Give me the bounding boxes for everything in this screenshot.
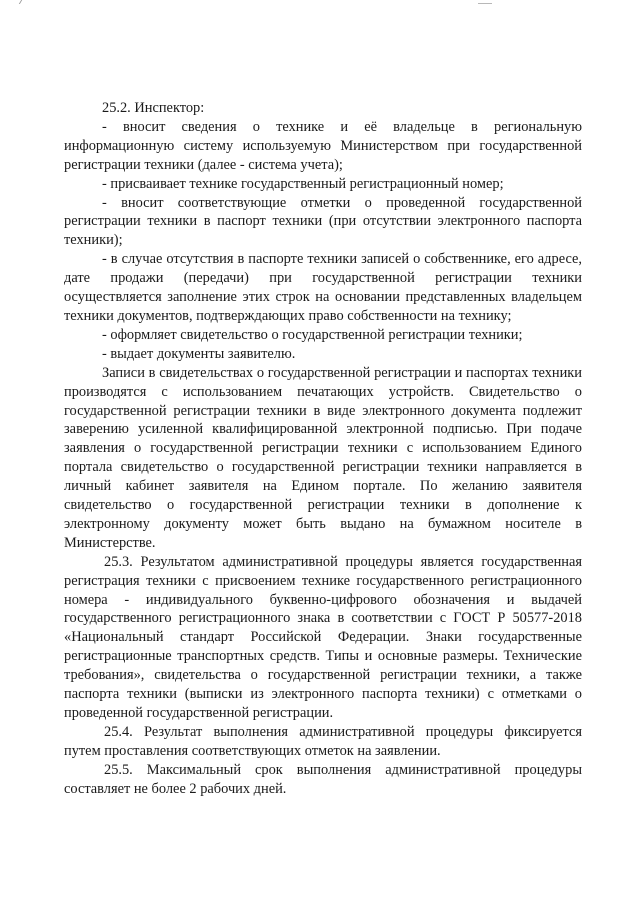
list-item: - в случае отсутствия в паспорте техники записей о собственнике, его адресе, дате продажи (передачи) при государственной регистрации техники осуществляется заполнение этих строк на основании представленных владельцем техники документов, подтверждающих право собственности на технику; — [64, 251, 582, 324]
scan-mark — [19, 0, 30, 4]
list-item: - выдает документы заявителю. — [102, 345, 296, 362]
paragraph: 25.4. Результат выполнения административной процедуры фиксируется путем проставления соответствующих отметок на заявлении. — [64, 723, 582, 759]
list-item: - оформляет свидетельство о государственной регистрации техники; — [102, 326, 523, 343]
paragraph: 25.3. Результатом административной процедуры является государственная регистрация техники с присвоением технике государственного регистрационного номера - индивидуального буквенно-цифрового обозначения и выдачей государственного регистрационного знака в соответствии с ГОСТ Р 50577-2018 «Национальный стандарт Российской Федерации. Знаки государственные регистрационные транспортных средств. Типы и основные размеры. Технические требования», свидетельства о государственной регистрации техники, а также паспорта техники (выписки из электронного паспорта техники) с отметками о проведенной государственной регистрации. — [64, 553, 582, 721]
section-heading: 25.2. Инспектор: — [102, 100, 205, 116]
paragraph: Записи в свидетельствах о государственной регистрации и паспортах техники производятся с использованием печатающих устройств. Свидетельство о государственной регистрации техники в виде электронного документа подлежит заверению усиленной квалифицированной электронной подписью. При подаче заявления о государственной регистрации техники с использованием Единого портала свидетельство о государственной регистрации техники направляется в личный кабинет заявителя на Едином портале. По желанию заявителя свидетельство о государственной регистрации техники в дополнение к электронному документу может быть выдано на бумажном носителе в Министерстве. — [64, 364, 582, 551]
document-text — [64, 99, 582, 799]
paragraph: 25.5. Максимальный срок выполнения административной процедуры составляет не более 2 рабочих дней. — [64, 761, 582, 797]
list-item: - вносит соответствующие отметки о проведенной государственной регистрации техники в паспорт техники (при отсутствии электронного паспорта техники); — [64, 194, 582, 249]
list-item: - вносит сведения о технике и её владельце в региональную информационную систему используемую Министерством при государственной регистрации техники (далее - система учета); — [64, 118, 582, 173]
scan-mark — [478, 0, 492, 4]
list-item: - присваивает технике государственный регистрационный номер; — [102, 175, 504, 192]
